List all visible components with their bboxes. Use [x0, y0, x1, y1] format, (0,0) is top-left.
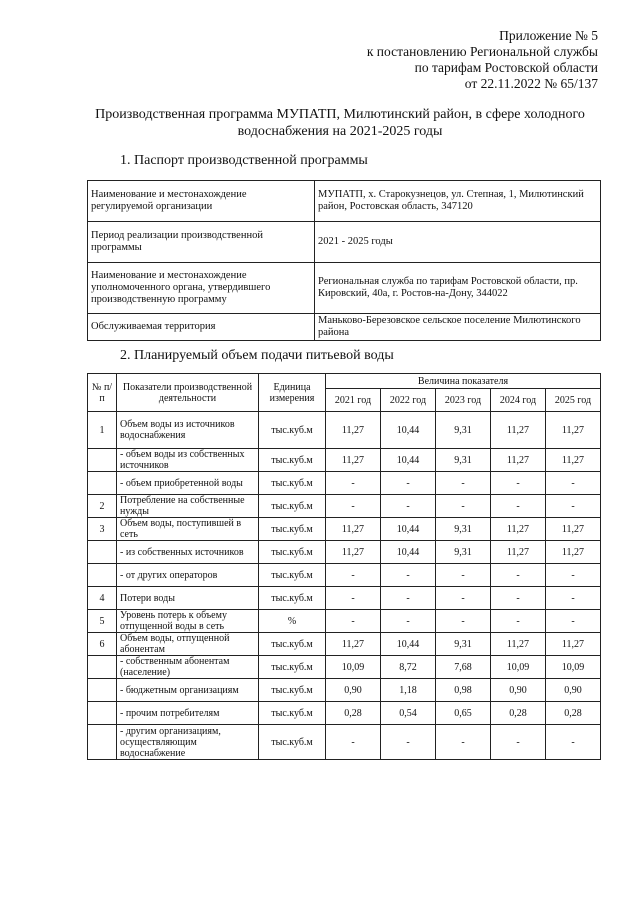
row-value: -	[546, 725, 601, 760]
row-value: 11,27	[326, 633, 381, 656]
row-number	[88, 472, 117, 495]
title-line-2: водоснабжения на 2021-2025 годы	[237, 124, 443, 139]
header-year: 2021 год	[326, 389, 381, 412]
appendix-header	[298, 28, 598, 92]
row-indicator: Уровень потерь к объему отпущенной воды в сеть	[117, 610, 259, 633]
row-indicator: Потери воды	[117, 587, 259, 610]
row-value: -	[436, 610, 491, 633]
row-number	[88, 449, 117, 472]
row-value: 11,27	[546, 412, 601, 449]
passport-value: Региональная служба по тарифам Ростовской области, пр. Кировский, 40а, г. Ростов-на-Дону, 344022	[315, 263, 601, 314]
row-indicator: - другим организациям, осуществляющим водоснабжение	[117, 725, 259, 760]
row-value: -	[436, 564, 491, 587]
passport-key: Обслуживаемая территория	[88, 314, 315, 341]
row-value: -	[546, 587, 601, 610]
row-value: -	[546, 610, 601, 633]
row-value: -	[491, 564, 546, 587]
passport-value: 2021 - 2025 годы	[315, 222, 601, 263]
header-year: 2022 год	[381, 389, 436, 412]
row-value: -	[491, 610, 546, 633]
row-unit: тыс.куб.м	[259, 679, 326, 702]
table-row	[88, 472, 601, 495]
row-value: -	[381, 725, 436, 760]
row-value: 11,27	[326, 541, 381, 564]
row-unit: тыс.куб.м	[259, 564, 326, 587]
row-value: 8,72	[381, 656, 436, 679]
table-row	[88, 656, 601, 679]
row-unit: тыс.куб.м	[259, 656, 326, 679]
passport-value: МУПАТП, х. Старокузнецов, ул. Степная, 1, Милютинский район, Ростовская область, 347120	[315, 181, 601, 222]
row-indicator: - собственным абонентам (население)	[117, 656, 259, 679]
row-value: 11,27	[491, 518, 546, 541]
table-row	[88, 725, 601, 760]
passport-row	[88, 314, 601, 341]
row-unit: тыс.куб.м	[259, 725, 326, 760]
header-year: 2023 год	[436, 389, 491, 412]
row-value: -	[436, 587, 491, 610]
row-value: -	[546, 495, 601, 518]
row-indicator: - бюджетным организациям	[117, 679, 259, 702]
row-value: 11,27	[326, 518, 381, 541]
passport-row	[88, 222, 601, 263]
table-row	[88, 633, 601, 656]
row-value: 0,90	[491, 679, 546, 702]
row-unit: тыс.куб.м	[259, 633, 326, 656]
row-value: 0,98	[436, 679, 491, 702]
row-indicator: - прочим потребителям	[117, 702, 259, 725]
volume-table-body	[88, 412, 601, 760]
row-number	[88, 725, 117, 760]
row-value: 0,90	[546, 679, 601, 702]
row-indicator: - объем приобретенной воды	[117, 472, 259, 495]
row-indicator: Объем воды, отпущенной абонентам	[117, 633, 259, 656]
table-row	[88, 564, 601, 587]
row-number: 4	[88, 587, 117, 610]
row-indicator: - объем воды из собственных источников	[117, 449, 259, 472]
row-value: 9,31	[436, 541, 491, 564]
table-row	[88, 495, 601, 518]
header-value-group: Величина показателя	[326, 374, 601, 389]
row-unit: %	[259, 610, 326, 633]
passport-table	[87, 180, 601, 341]
row-value: -	[381, 564, 436, 587]
row-indicator: Объем воды из источников водоснабжения	[117, 412, 259, 449]
row-value: 10,09	[326, 656, 381, 679]
row-value: 11,27	[491, 633, 546, 656]
row-number: 2	[88, 495, 117, 518]
appendix-line-4: от 22.11.2022 № 65/137	[464, 76, 598, 91]
header-indicator: Показатели производственной деятельности	[117, 374, 259, 412]
table-row	[88, 541, 601, 564]
row-value: -	[326, 564, 381, 587]
row-unit: тыс.куб.м	[259, 518, 326, 541]
row-value: 11,27	[491, 541, 546, 564]
row-value: 11,27	[546, 518, 601, 541]
row-value: -	[546, 472, 601, 495]
row-value: 11,27	[546, 633, 601, 656]
row-value: 11,27	[491, 449, 546, 472]
row-value: 0,54	[381, 702, 436, 725]
appendix-line-1: Приложение № 5	[499, 28, 598, 43]
row-unit: тыс.куб.м	[259, 472, 326, 495]
passport-key: Наименование и местонахождение уполномоченного органа, утвердившего производственную программу	[88, 263, 315, 314]
row-value: -	[326, 725, 381, 760]
header-row	[88, 374, 601, 389]
row-value: -	[491, 725, 546, 760]
row-value: -	[326, 495, 381, 518]
header-year: 2025 год	[546, 389, 601, 412]
row-value: -	[491, 587, 546, 610]
row-value: 10,44	[381, 449, 436, 472]
row-value: 9,31	[436, 518, 491, 541]
header-num: № п/п	[88, 374, 117, 412]
table-row	[88, 587, 601, 610]
row-value: 9,31	[436, 633, 491, 656]
row-number	[88, 564, 117, 587]
passport-row	[88, 263, 601, 314]
row-number: 3	[88, 518, 117, 541]
row-indicator: - из собственных источников	[117, 541, 259, 564]
table-row	[88, 518, 601, 541]
row-value: -	[436, 472, 491, 495]
row-unit: тыс.куб.м	[259, 702, 326, 725]
row-unit: тыс.куб.м	[259, 587, 326, 610]
row-unit: тыс.куб.м	[259, 412, 326, 449]
title-line-1: Производственная программа МУПАТП, Милютинский район, в сфере холодного	[95, 107, 585, 122]
document-title	[80, 106, 600, 140]
passport-key: Период реализации производственной программы	[88, 222, 315, 263]
row-value: -	[381, 610, 436, 633]
row-value: -	[381, 495, 436, 518]
appendix-line-3: по тарифам Ростовской области	[414, 60, 598, 75]
row-value: 11,27	[326, 412, 381, 449]
row-value: -	[436, 725, 491, 760]
section-1-heading: 1. Паспорт производственной программы	[120, 153, 368, 168]
row-number: 5	[88, 610, 117, 633]
row-value: 7,68	[436, 656, 491, 679]
row-value: 9,31	[436, 449, 491, 472]
row-value: -	[491, 495, 546, 518]
row-value: 11,27	[326, 449, 381, 472]
appendix-line-2: к постановлению Региональной службы	[366, 44, 598, 59]
passport-row	[88, 181, 601, 222]
row-value: 10,44	[381, 412, 436, 449]
table-row	[88, 679, 601, 702]
row-number	[88, 702, 117, 725]
row-value: -	[491, 472, 546, 495]
row-value: 11,27	[546, 449, 601, 472]
table-row	[88, 449, 601, 472]
row-indicator: Потребление на собственные нужды	[117, 495, 259, 518]
row-value: -	[436, 495, 491, 518]
row-value: -	[326, 587, 381, 610]
passport-key: Наименование и местонахождение регулируемой организации	[88, 181, 315, 222]
row-value: 0,90	[326, 679, 381, 702]
volume-table	[87, 373, 601, 760]
row-number	[88, 656, 117, 679]
row-unit: тыс.куб.м	[259, 541, 326, 564]
row-unit: тыс.куб.м	[259, 449, 326, 472]
row-value: -	[546, 564, 601, 587]
header-unit: Единица измерения	[259, 374, 326, 412]
row-value: -	[326, 472, 381, 495]
row-value: -	[381, 472, 436, 495]
row-number	[88, 679, 117, 702]
row-value: 0,65	[436, 702, 491, 725]
row-number: 6	[88, 633, 117, 656]
row-value: 0,28	[326, 702, 381, 725]
section-2-heading: 2. Планируемый объем подачи питьевой воды	[120, 348, 394, 363]
row-value: 0,28	[546, 702, 601, 725]
row-value: 9,31	[436, 412, 491, 449]
table-row	[88, 610, 601, 633]
row-value: -	[381, 587, 436, 610]
row-value: 10,09	[546, 656, 601, 679]
row-value: -	[326, 610, 381, 633]
row-value: 10,09	[491, 656, 546, 679]
row-value: 10,44	[381, 633, 436, 656]
row-value: 11,27	[491, 412, 546, 449]
table-row	[88, 412, 601, 449]
row-indicator: Объем воды, поступившей в сеть	[117, 518, 259, 541]
header-year: 2024 год	[491, 389, 546, 412]
row-number: 1	[88, 412, 117, 449]
row-unit: тыс.куб.м	[259, 495, 326, 518]
row-value: 11,27	[546, 541, 601, 564]
row-indicator: - от других операторов	[117, 564, 259, 587]
row-number	[88, 541, 117, 564]
table-row	[88, 702, 601, 725]
row-value: 10,44	[381, 541, 436, 564]
row-value: 10,44	[381, 518, 436, 541]
passport-value: Маньково-Березовское сельское поселение Милютинского района	[315, 314, 601, 341]
row-value: 1,18	[381, 679, 436, 702]
row-value: 0,28	[491, 702, 546, 725]
